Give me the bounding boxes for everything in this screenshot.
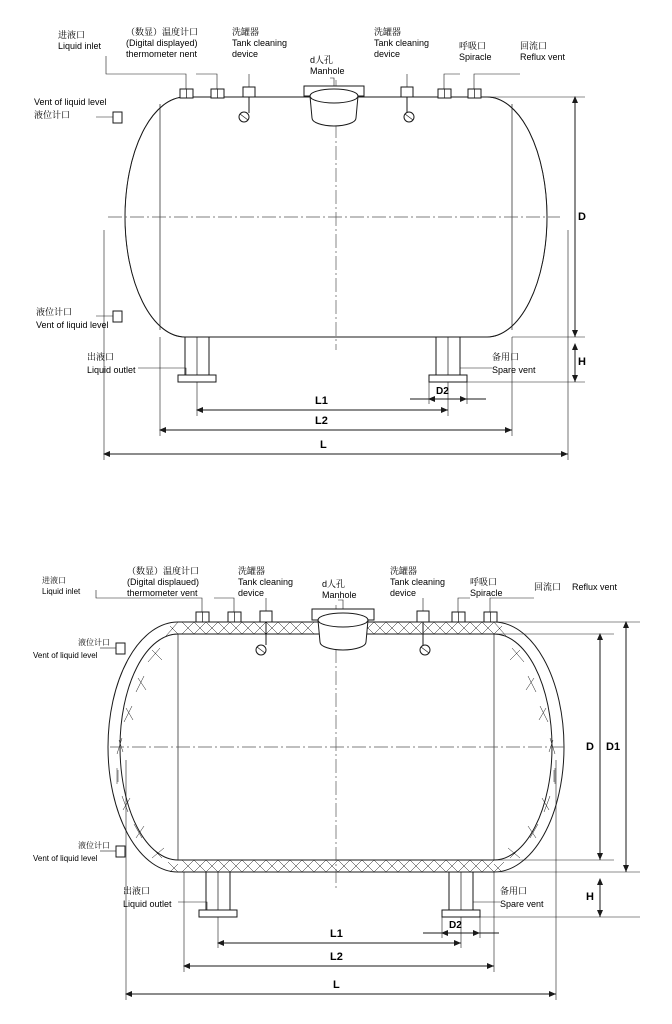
dim-L-bottom: L <box>333 979 340 991</box>
dim-D2-bottom: D2 <box>449 920 462 931</box>
label-spiracle-en-top: Spiracle <box>459 52 492 62</box>
label-thermometer-en1-bottom: (Digital displaued) <box>127 577 200 587</box>
label-liquid-outlet-en-top: Liquid outlet <box>87 365 136 375</box>
label-spiracle-cn-bottom: 呼吸口 <box>470 577 498 587</box>
label-level-vent-top-en: Vent of liquid level <box>34 97 107 107</box>
label-manhole-cn-top: d人孔 <box>310 55 334 65</box>
label-liquid-inlet-en-bottom: Liquid inlet <box>42 587 81 596</box>
label-manhole-en-top: Manhole <box>310 66 345 76</box>
label-level-vent-top-cn-bottom: 液位计口 <box>78 638 110 647</box>
label-spare-vent-cn-bottom: 备用口 <box>500 886 528 896</box>
label-tank-cleaning-en2-right-top: device <box>374 49 401 59</box>
top-view-tank <box>96 56 585 460</box>
label-tank-cleaning-cn-right-top: 洗罐器 <box>374 27 402 37</box>
dim-D2-top: D2 <box>436 386 449 397</box>
label-thermometer-en1-top: (Digital displayed) <box>126 38 198 48</box>
label-manhole-cn-bottom: d人孔 <box>322 579 346 589</box>
label-manhole-en-bottom: Manhole <box>322 590 357 600</box>
dim-D-top: D <box>578 211 586 223</box>
label-tank-cleaning-en1-left-top: Tank cleaning <box>232 38 288 48</box>
label-tank-cleaning-cn-left-top: 洗罐器 <box>232 27 260 37</box>
label-spare-vent-en-top: Spare vent <box>492 365 536 375</box>
dim-H-top: H <box>578 356 586 368</box>
dim-H-bottom: H <box>586 891 594 903</box>
label-tank-cleaning-cn-right-bottom: 洗罐器 <box>390 566 418 576</box>
dim-L2-top: L2 <box>315 415 328 427</box>
label-liquid-outlet-cn-bottom: 出液口 <box>123 886 151 896</box>
dim-D-bottom: D <box>586 741 594 753</box>
dim-L1-top: L1 <box>315 395 328 407</box>
label-thermometer-en2-top: thermometer nent <box>126 49 198 59</box>
dim-L1-bottom: L1 <box>330 928 343 940</box>
label-thermometer-en2-bottom: thermometer vent <box>127 588 198 598</box>
label-spiracle-en-bottom: Spiracle <box>470 588 503 598</box>
label-reflux-cn-top: 回流口 <box>520 41 548 51</box>
label-tank-cleaning-en2-right-bottom: device <box>390 588 417 598</box>
label-level-vent-top-cn: 液位计口 <box>34 110 71 120</box>
label-reflux-cn-bottom: 回流口 <box>534 582 562 592</box>
label-thermometer-cn-top: （数显）温度计口 <box>126 27 199 37</box>
label-tank-cleaning-en2-left-top: device <box>232 49 259 59</box>
label-thermometer-cn-bottom: （数显）温度计口 <box>127 566 200 576</box>
label-reflux-en-bottom: Reflux vent <box>572 582 618 592</box>
label-level-vent-bottom-cn-top: 液位计口 <box>36 307 73 317</box>
label-liquid-outlet-en-bottom: Liquid outlet <box>123 899 172 909</box>
label-tank-cleaning-en1-left-bottom: Tank cleaning <box>238 577 294 587</box>
label-tank-cleaning-en1-right-top: Tank cleaning <box>374 38 430 48</box>
label-reflux-en-top: Reflux vent <box>520 52 566 62</box>
label-level-vent-bottom-en-top: Vent of liquid level <box>36 320 109 330</box>
bottom-view-tank <box>96 590 640 1000</box>
label-level-vent-bottom-en-bottom: Vent of liquid level <box>33 854 98 863</box>
label-level-vent-bottom-cn-bottom: 液位计口 <box>78 841 110 850</box>
dim-L2-bottom: L2 <box>330 951 343 963</box>
label-level-vent-top-en-bottom: Vent of liquid level <box>33 651 98 660</box>
label-liquid-inlet-cn-top: 进液口 <box>58 30 86 40</box>
dim-D1-bottom: D1 <box>606 741 621 753</box>
label-liquid-inlet-cn-bottom: 进液口 <box>42 576 66 585</box>
label-tank-cleaning-en1-right-bottom: Tank cleaning <box>390 577 446 587</box>
dim-L-top: L <box>320 439 327 451</box>
label-spiracle-cn-top: 呼吸口 <box>459 41 487 51</box>
label-liquid-outlet-cn-top: 出液口 <box>87 352 115 362</box>
label-spare-vent-cn-top: 备用口 <box>492 352 520 362</box>
label-spare-vent-en-bottom: Spare vent <box>500 899 544 909</box>
label-tank-cleaning-en2-left-bottom: device <box>238 588 265 598</box>
label-tank-cleaning-cn-left-bottom: 洗罐器 <box>238 566 266 576</box>
label-liquid-inlet-en-top: Liquid inlet <box>58 41 102 51</box>
